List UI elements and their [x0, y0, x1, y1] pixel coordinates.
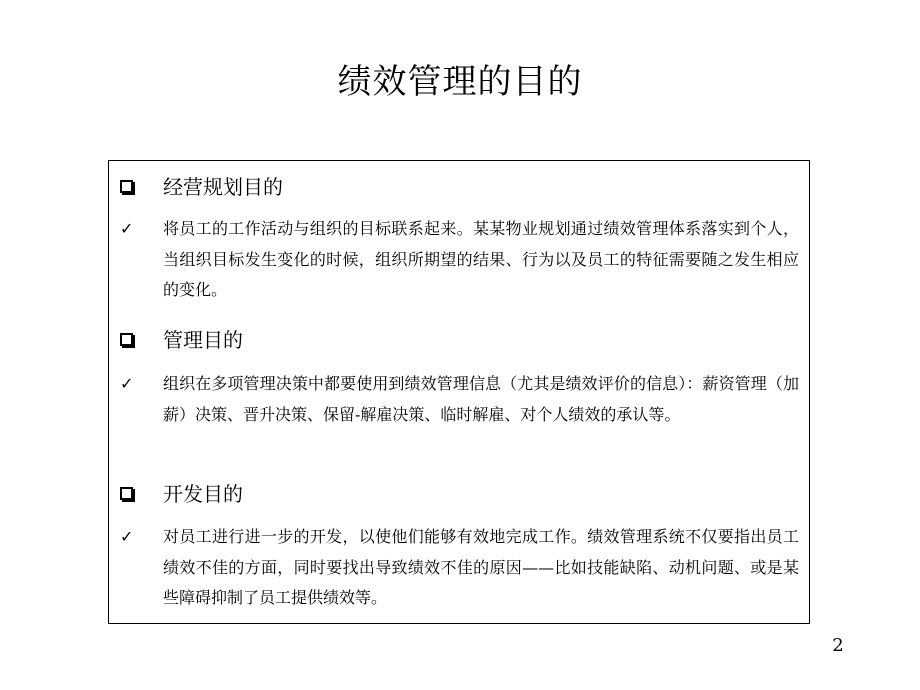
checkmark-icon: ✓ [120, 374, 134, 393]
bullet-text: 将员工的工作活动与组织的目标联系起来。某某物业规划通过绩效管理体系落实到个人，当组织目标发生变化的时候，组织所期望的结果、行为以及员工的特征需要随之发生相应的变化。 [163, 219, 799, 299]
bullet-text: 对员工进行进一步的开发，以使他们能够有效地完成工作。绩效管理系统不仅要指出员工绩效不佳的方面，同时要找出导致绩效不佳的原因——比如技能缺陷、动机问题、或是某些障碍抑制了员工提供绩效等。 [163, 527, 799, 607]
slide-title: 绩效管理的目的 [337, 62, 583, 102]
section-heading-development [109, 480, 809, 510]
page-number: 2 [832, 635, 844, 656]
section-title: 经营规划目的 [163, 175, 283, 199]
section-title: 开发目的 [163, 482, 243, 506]
section-heading-business-planning [109, 173, 809, 203]
content-box [108, 160, 810, 624]
checkmark-icon: ✓ [120, 219, 134, 238]
section-title: 管理目的 [163, 328, 243, 352]
section-heading-management [109, 326, 809, 356]
checkbox-square-icon [120, 487, 133, 500]
checkmark-icon: ✓ [120, 527, 134, 546]
bullet-text: 组织在多项管理决策中都要使用到绩效管理信息（尤其是绩效评价的信息）：薪资管理（加薪）决策、晋升决策、保留-解雇决策、临时解雇、对个人绩效的承认等。 [163, 374, 799, 424]
checkbox-square-icon [120, 333, 133, 346]
checkbox-square-icon [120, 180, 133, 193]
